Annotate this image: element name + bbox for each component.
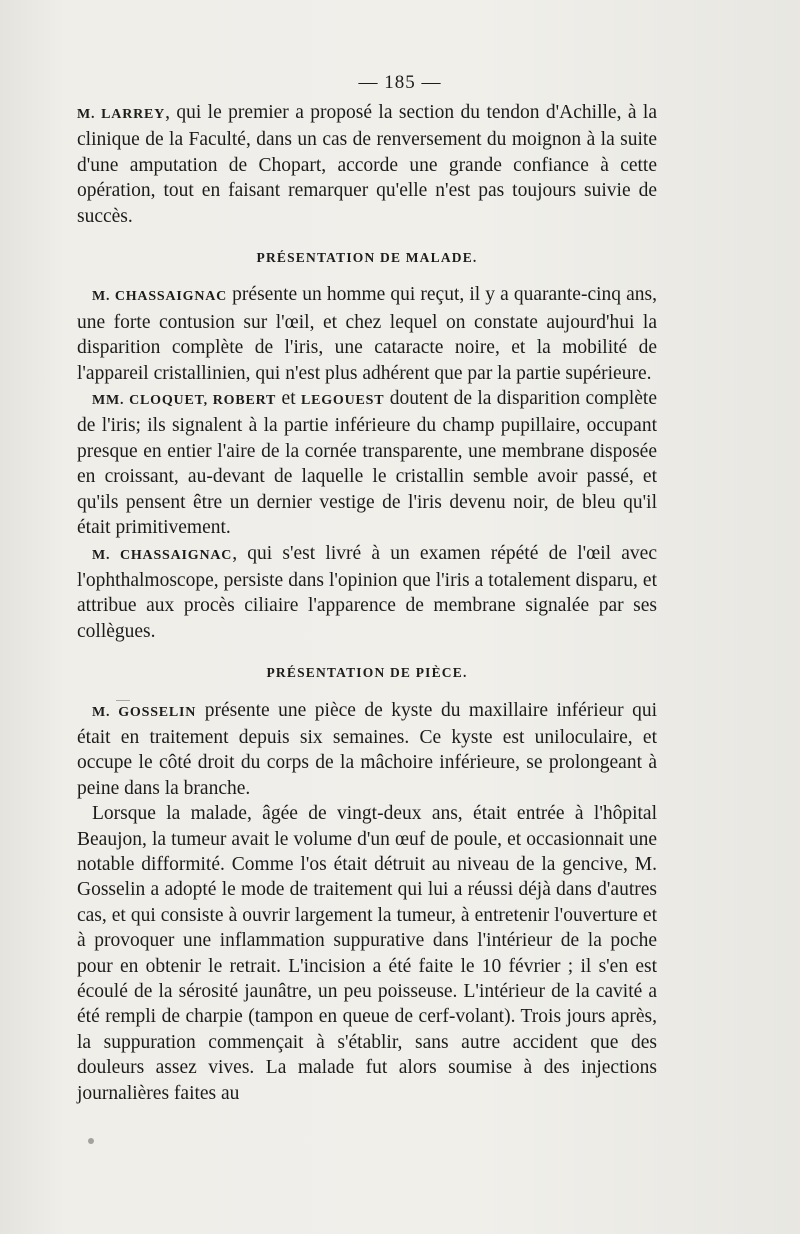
- paragraph-text: , qui le premier a proposé la section du tendon d'Achille, à la clinique de la Faculté, dans un cas de renversement du moignon à la suite d'une amputation de Chopart, accorde une grande confiance à cette opération, tout en faisant remarquer qu'elle n'est pas toujours suivie de succès.: [77, 102, 657, 227]
- section-heading-piece: PRÉSENTATION DE PIÈCE.: [266, 665, 468, 681]
- page-body: [77, 100, 657, 1106]
- speaker-name: M. CHASSAIGNAC: [92, 547, 233, 563]
- ink-spot: [88, 1138, 94, 1144]
- paragraph-text: présente une pièce de kyste du maxillaire inférieur qui était en traitement depuis six semaines. Ce kyste est uniloculaire, et occupe le côté droit du corps de la mâchoire inférieure, se prolongeant à peine dans la branche.: [77, 699, 657, 799]
- section-heading-malade: PRÉSENTATION DE MALADE.: [256, 250, 478, 266]
- paragraph-text: doutent de la disparition complète de l'iris; ils signalent à la partie inférieure du champ pupillaire, occupant presque en entier l'aire de la cornée transparente, une membrane disposée en croissant, au-devant de laquelle le cristallin semble avoir passé, et qu'ils pensent être un dernier vestige de l'iris devenu noir, de bleu qu'il était primitivement.: [77, 388, 657, 539]
- paragraph-larrey: [77, 100, 657, 229]
- paragraph-gosselin: [77, 698, 657, 802]
- paragraph-chassaignac-1: [77, 282, 657, 386]
- speaker-name: M. CHASSAIGNAC: [92, 289, 228, 305]
- speaker-name: M. LARREY: [77, 107, 166, 122]
- paragraph-text: présente un homme qui reçut, il y a quarante-cinq ans, une forte contusion sur l'œil, et chez lequel on constate aujourd'hui la disparition complète de l'iris, une cataracte noire, et la mobilité de l'appareil cristallinien, qui n'est plus adhérent que par la partie supérieure.: [77, 284, 657, 384]
- paragraph-text: , qui s'est livré à un examen répété de l'œil avec l'ophthalmoscope, persiste dans l'opinion que l'iris a totalement disparu, et attribue aux procès ciliaire l'apparence de membrane signalée par ses collègues.: [77, 542, 657, 642]
- speaker-name: LEGOUEST: [300, 393, 385, 409]
- speaker-name: MM. CLOQUET, ROBERT: [92, 393, 277, 409]
- paragraph-case: Lorsque la malade, âgée de vingt-deux ans, était entrée à l'hôpital Beaujon, la tumeur avait le volume d'un œuf de poule, et occasionnait une notable difformité. Comme l'os était détruit au niveau de la gencive, M. Gosselin a adopté le mode de traitement qui lui a réussi déjà dans d'autres cas, et qui consiste à ouvrir largement la tumeur, à entretenir l'ouverture et à provoquer une inflammation suppurative dans l'intérieur de la poche pour en obtenir le retrait. L'incision a été faite le 10 février ; il s'en est écoulé de la sérosité jaunâtre, un peu poisseuse. L'intérieur de la cavité a été rempli de charpie (tampon en queue de cerf-volant). Trois jours après, la suppuration commençait à s'établir, sans autre accident que des douleurs assez vives. La malade fut alors soumise à des injections journalières faites au: [77, 803, 657, 1104]
- conjunction: et: [276, 388, 301, 410]
- speaker-name: M. GOSSELIN: [92, 704, 197, 720]
- paragraph-chassaignac-2: [77, 541, 657, 645]
- paragraph-cloquet: [77, 386, 657, 540]
- ink-mark: [116, 700, 130, 701]
- page-number: — 185 —: [358, 72, 442, 93]
